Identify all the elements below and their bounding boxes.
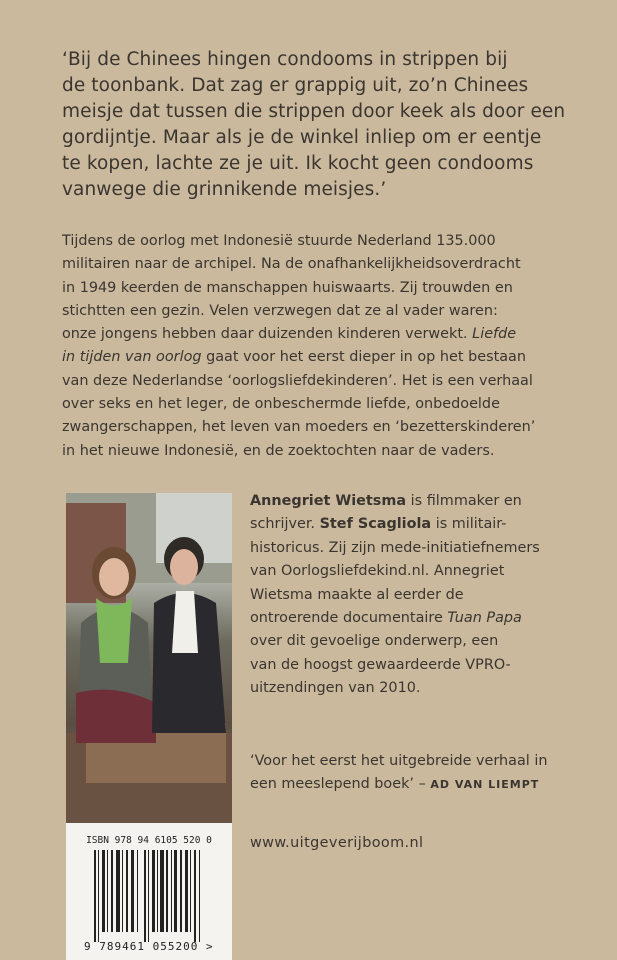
bio-text: is filmmaker en	[406, 493, 522, 509]
blurb-line	[62, 346, 535, 369]
bio-line: uitzendingen van 2010.	[250, 680, 421, 697]
bio-line	[250, 513, 540, 536]
quote-line: de toonbank. Dat zag er grappig uit, zo’n Chinees	[62, 75, 529, 96]
author-bio	[250, 490, 540, 701]
blurb-line: van deze Nederlandse ‘oorlogsliefdekinderen’. Het is een verhaal	[62, 372, 533, 389]
review-quote	[250, 750, 548, 797]
bio-line	[250, 490, 540, 513]
blurb-line: over seks en het leger, de onbeschermde liefde, onbedoelde	[62, 396, 500, 413]
author-name: Stef Scagliola	[319, 516, 432, 533]
barcode	[66, 823, 232, 960]
bio-text: ontroerende documentaire	[250, 610, 448, 627]
bio-line: van Oorlogsliefdekind.nl. Annegriet	[250, 563, 505, 580]
blurb-line: in het nieuwe Indonesië, en de zoektochten naar de vaders.	[62, 442, 495, 459]
critic-name: AD VAN LIEMPT	[430, 778, 540, 792]
bio-text: schrijver.	[250, 516, 320, 533]
blurb-text: gaat voor het eerst dieper in op het bestaan	[201, 349, 526, 366]
quote-line: te kopen, lachte ze je uit. Ik kocht geen condooms	[62, 153, 534, 174]
back-cover-quote	[62, 47, 565, 203]
blurb-text: onze jongens hebben daar duizenden kinderen verwekt.	[62, 326, 468, 343]
barcode-digits: 9 789461 055200 >	[84, 940, 214, 953]
blurb-line: militairen naar de archipel. Na de onafhankelijkheidsoverdracht	[62, 256, 521, 273]
publisher-website: www.uitgeverijboom.nl	[250, 835, 424, 851]
book-title: Liefde	[472, 326, 517, 343]
bio-line: van de hoogst gewaardeerde VPRO-	[250, 656, 511, 673]
book-blurb	[62, 230, 535, 463]
author-name: Annegriet Wietsma	[250, 493, 407, 509]
book-title: in tijden van oorlog	[62, 349, 202, 366]
author-photo	[66, 493, 232, 823]
bio-line: historicus. Zij zijn mede-initiatiefnemers	[250, 539, 540, 556]
quote-line: ‘Bij de Chinees hingen condooms in strippen bij	[62, 49, 508, 70]
blurb-line: stichtten een gezin. Velen verzwegen dat ze al vader waren:	[62, 302, 498, 319]
quote-line: meisje dat tussen die strippen door keek als door een	[62, 101, 566, 122]
bio-line: Wietsma maakte al eerder de	[250, 586, 464, 603]
bio-text: is militair-	[431, 516, 507, 533]
review-text: een meeslepend boek’ –	[250, 776, 431, 793]
blurb-line	[62, 323, 535, 346]
blurb-line: Tijdens de oorlog met Indonesië stuurde Nederland 135.000	[62, 233, 496, 249]
quote-line: gordijntje. Maar als je de winkel inliep om er eentje	[62, 127, 542, 148]
review-line: ‘Voor het eerst het uitgebreide verhaal in	[250, 753, 548, 769]
quote-line: vanwege die grinnikende meisjes.’	[62, 179, 387, 200]
barcode-bars	[94, 850, 206, 942]
blurb-line: in 1949 keerden de manschappen huiswaarts. Zij trouwden en	[62, 279, 513, 296]
film-title: Tuan Papa	[447, 610, 522, 627]
blurb-line: zwangerschappen, het leven van moeders en ‘bezetterskinderen’	[62, 419, 536, 436]
bio-line	[250, 607, 540, 630]
isbn-label: ISBN 978 94 6105 520 0	[86, 835, 212, 846]
bio-line: over dit gevoelige onderwerp, een	[250, 633, 499, 650]
review-line	[250, 773, 548, 796]
